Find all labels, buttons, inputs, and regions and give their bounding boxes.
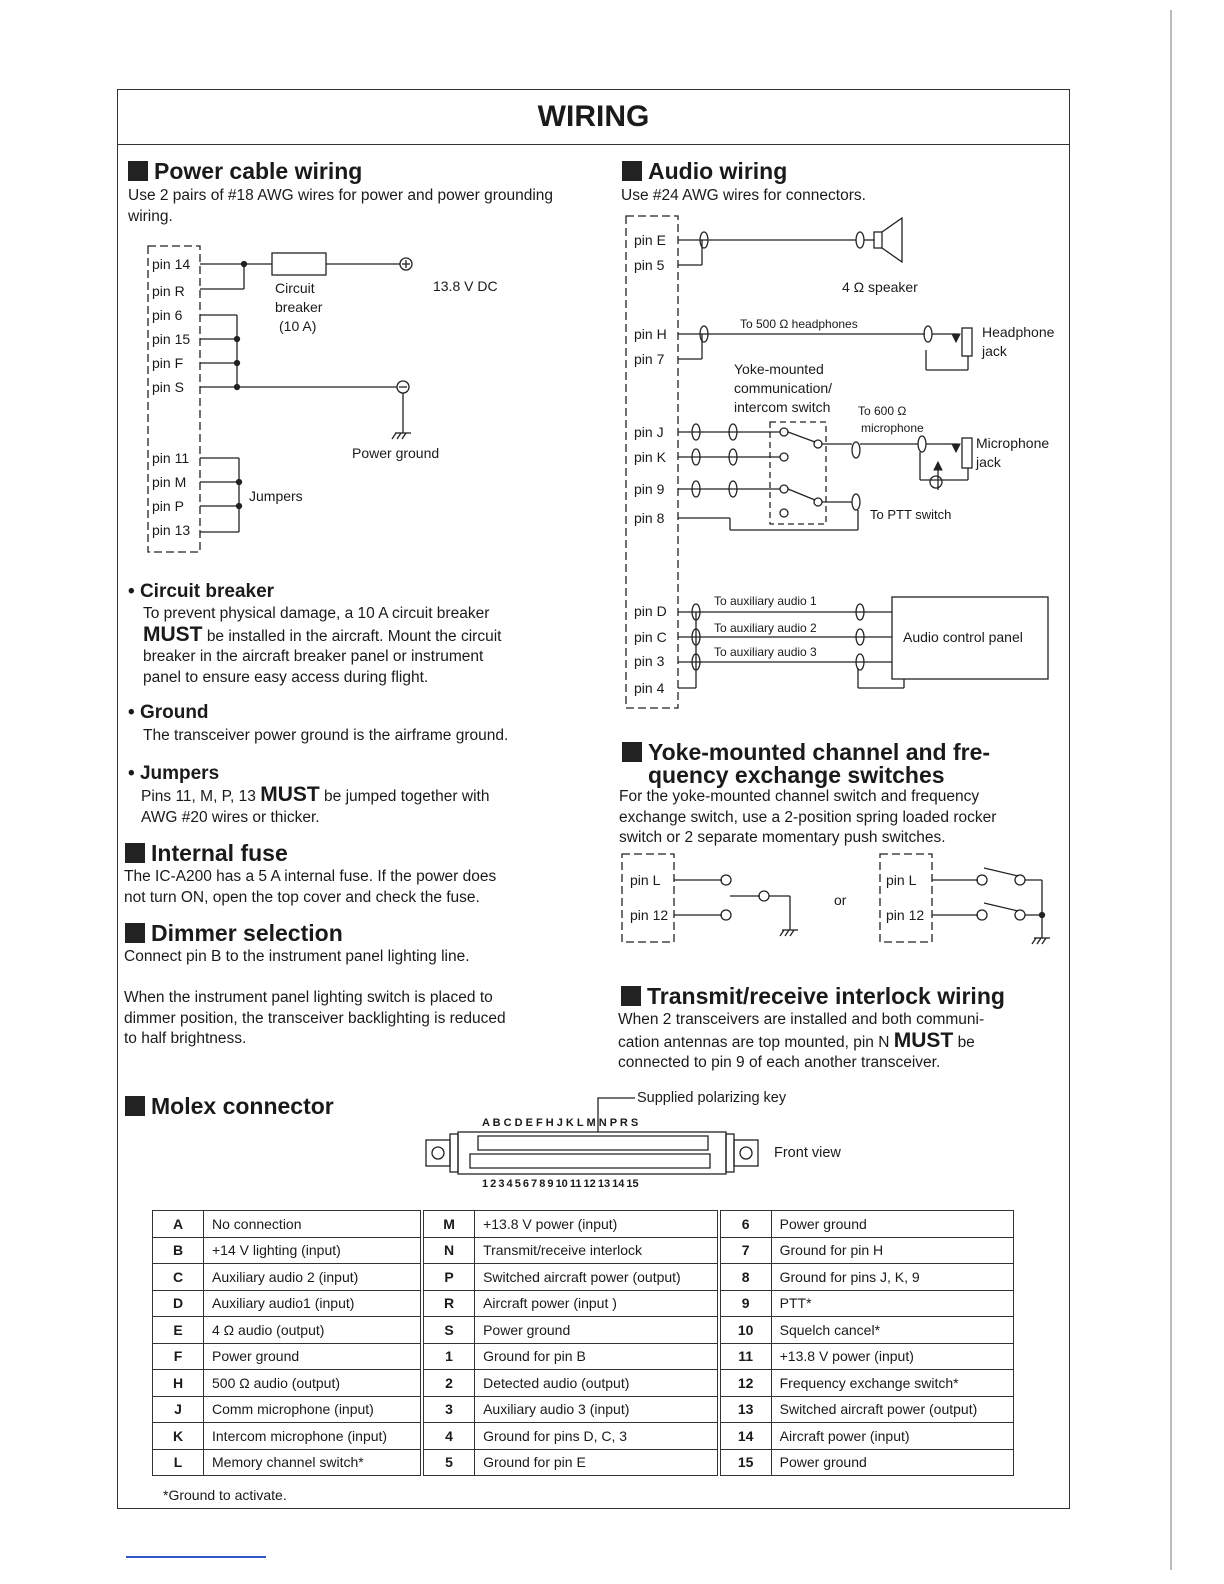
front-view-label: Front view [774,1145,841,1161]
pin-label: pin D [634,603,667,619]
pin-function-cell: 500 Ω audio (output) [204,1370,423,1397]
pin-function-cell: Power ground [475,1317,719,1344]
molex-pin-table [152,1210,1014,1476]
power-cable-diagram [140,240,498,560]
pin-function-cell: PTT* [771,1290,1013,1317]
pin-label: pin P [152,498,184,514]
dimmer-body: Connect pin B to the instrument panel lighting line. [124,948,470,965]
yoke-switch-label: intercom switch [734,399,831,415]
pin-label: pin R [152,283,185,299]
pin-label: pin 15 [152,331,191,347]
molex-connector-drawing [420,1092,770,1182]
bullet-square-icon [125,843,145,863]
jumpers-body: Pins 11, M, P, 13 MUST be jumped together with AWG #20 wires or thicker. [141,783,490,826]
power-ground-label: Power ground [352,445,440,461]
voltage-label: 13.8 V DC [433,278,498,294]
pin-label: pin 5 [634,257,665,273]
headphone-jack-label: jack [982,343,1007,359]
internal-fuse-heading: Internal fuse [125,840,288,867]
ground-body: The transceiver power ground is the airframe ground. [143,727,509,744]
pin-label: pin E [634,232,666,248]
pin-id-cell: F [153,1343,204,1370]
pin-label: pin L [630,872,661,888]
mic-label: microphone [861,421,924,435]
table-row [153,1396,1014,1423]
pin-id-cell: 2 [422,1370,475,1397]
molex-heading: Molex connector [125,1093,334,1120]
pin-id-cell: 5 [422,1449,475,1476]
pin-function-cell: Auxiliary audio1 (input) [204,1290,423,1317]
pin-label: pin 13 [152,522,191,538]
dimmer-body-2: When the instrument panel lighting switch is placed to dimmer position, the transceiver backlighting is reduced to half brightness. [124,989,506,1047]
pin-function-cell: Aircraft power (input) [771,1423,1013,1450]
dimmer-heading: Dimmer selection [125,920,343,947]
aux-label: To auxiliary audio 2 [714,621,817,635]
pin-function-cell: Aircraft power (input ) [475,1290,719,1317]
pin-label: pin 8 [634,510,665,526]
pin-id-cell: 7 [719,1237,772,1264]
table-row [153,1237,1014,1264]
pin-function-cell: Ground for pins J, K, 9 [771,1264,1013,1291]
pin-function-cell: Squelch cancel* [771,1317,1013,1344]
jumpers-heading: • Jumpers [128,763,220,784]
pin-label: pin K [634,449,666,465]
pin-label: pin S [152,379,184,395]
pin-id-cell: K [153,1423,204,1450]
table-row [153,1449,1014,1476]
pin-id-cell: R [422,1290,475,1317]
or-label: or [834,892,847,908]
audio-heading: Audio wiring [622,158,787,185]
cb-label: breaker [275,299,323,315]
pin-id-cell: 6 [719,1211,772,1238]
pin-function-cell: Auxiliary audio 3 (input) [475,1396,719,1423]
speaker-label: 4 Ω speaker [842,279,918,295]
yoke-body: For the yoke-mounted channel switch and frequency exchange switch, use a 2-position spring loaded rocker switch or 2 separate momentary push switches. [619,788,997,846]
mic-jack-label: jack [976,454,1001,470]
mic-label: To 600 Ω [858,404,907,418]
pin-id-cell: P [422,1264,475,1291]
headphone-jack-icon [962,328,972,356]
pin-label: pin H [634,326,667,342]
pin-function-cell: +14 V lighting (input) [204,1237,423,1264]
pin-function-cell: Ground for pin B [475,1343,719,1370]
pin-label: pin 6 [152,307,183,323]
pin-id-cell: B [153,1237,204,1264]
aux-label: To auxiliary audio 3 [714,645,817,659]
pin-function-cell: Ground for pin H [771,1237,1013,1264]
pin-id-cell: 4 [422,1423,475,1450]
pin-id-cell: 8 [719,1264,772,1291]
cb-label: Circuit [275,280,315,296]
pin-id-cell: 10 [719,1317,772,1344]
pin-function-cell: Power ground [204,1343,423,1370]
pin-function-cell: Ground for pins D, C, 3 [475,1423,719,1450]
pin-function-cell: +13.8 V power (input) [475,1211,719,1238]
yoke-heading: Yoke-mounted channel and fre- quency exchange switches [622,741,990,787]
power-cable-heading: Power cable wiring [128,158,362,185]
table-row [153,1370,1014,1397]
circuit-breaker-heading: • Circuit breaker [128,581,275,602]
pin-label: pin 12 [886,907,925,923]
bullet-square-icon [125,1096,145,1116]
pin-function-cell: Transmit/receive interlock [475,1237,719,1264]
pin-id-cell: 15 [719,1449,772,1476]
bullet-square-icon [622,161,642,181]
headphone-jack-label: Headphone [982,324,1055,340]
table-row [153,1423,1014,1450]
bullet-square-icon [128,161,148,181]
pin-id-cell: 12 [719,1370,772,1397]
page-title: WIRING [117,89,1070,145]
pin-id-cell: M [422,1211,475,1238]
pin-label: pin J [634,424,664,440]
pin-label: pin F [152,355,184,371]
jumpers-label: Jumpers [249,488,303,504]
headphones-label: To 500 Ω headphones [740,317,858,331]
yoke-switch-diagram [620,848,1060,948]
pin-id-cell: N [422,1237,475,1264]
bullet-square-icon [125,923,145,943]
pin-label: pin 9 [634,481,665,497]
pin-id-cell: E [153,1317,204,1344]
pin-id-cell: 14 [719,1423,772,1450]
pin-id-cell: A [153,1211,204,1238]
internal-fuse-body: The IC-A200 has a 5 A internal fuse. If the power does not turn ON, open the top cover and check the fuse. [124,868,497,906]
table-row [153,1343,1014,1370]
table-row [153,1264,1014,1291]
pin-id-cell: D [153,1290,204,1317]
speaker-icon [874,232,882,248]
molex-bottom-numbers: 1 2 3 4 5 6 7 8 9 10 11 12 13 14 15 [482,1178,639,1190]
pin-function-cell: Switched aircraft power (output) [771,1396,1013,1423]
pin-label: pin 11 [152,450,190,466]
pin-function-cell: Power ground [771,1211,1013,1238]
pin-id-cell: H [153,1370,204,1397]
pin-id-cell: 3 [422,1396,475,1423]
pin-label: pin 14 [152,256,191,272]
pin-function-cell: Switched aircraft power (output) [475,1264,719,1291]
table-row [153,1290,1014,1317]
pin-label: pin L [886,872,917,888]
pin-id-cell: C [153,1264,204,1291]
pin-label: pin 4 [634,680,665,696]
pin-function-cell: +13.8 V power (input) [771,1343,1013,1370]
pin-id-cell: L [153,1449,204,1476]
power-cable-body: Use 2 pairs of #18 AWG wires for power and power grounding wiring. [128,187,554,225]
interlock-body: When 2 transceivers are installed and both communi- cation antennas are top mounted, pin N MUST be connected to pin 9 of each another transceiver. [618,1011,985,1071]
ground-heading: • Ground [128,702,209,723]
pin-label: pin 7 [634,351,665,367]
pin-function-cell: Intercom microphone (input) [204,1423,423,1450]
ptt-label: To PTT switch [870,507,952,522]
bullet-square-icon [622,742,642,762]
cb-label: (10 A) [279,318,317,334]
pin-function-cell: 4 Ω audio (output) [204,1317,423,1344]
pin-label: pin 3 [634,653,665,669]
pin-function-cell: Detected audio (output) [475,1370,719,1397]
circuit-breaker-body: To prevent physical damage, a 10 A circuit breaker MUST be installed in the aircraft. Mount the circuit breaker in the aircraft breaker panel or instrument panel to ensure easy access during flight. [143,605,502,686]
table-row [153,1317,1014,1344]
bottom-rule [126,1556,266,1558]
pin-label: pin 12 [630,907,669,923]
interlock-heading: Transmit/receive interlock wiring [621,983,1005,1010]
pin-id-cell: 9 [719,1290,772,1317]
mic-jack-label: Microphone [976,435,1050,451]
yoke-switch-label: communication/ [734,380,833,396]
intercom-switch-box [770,422,826,524]
pin-label: pin C [634,629,667,645]
bullet-square-icon [621,986,641,1006]
pin-id-cell: S [422,1317,475,1344]
pin-id-cell: 11 [719,1343,772,1370]
yoke-switch-label: Yoke-mounted [734,361,824,377]
audio-control-panel-label: Audio control panel [903,629,1023,645]
pin-function-cell: Comm microphone (input) [204,1396,423,1423]
footnote: *Ground to activate. [163,1487,287,1503]
audio-wiring-diagram [620,210,1070,715]
microphone-jack-icon [962,438,972,468]
pin-function-cell: Memory channel switch* [204,1449,423,1476]
polarizing-key-label: Supplied polarizing key [637,1090,787,1106]
table-row [153,1211,1014,1238]
page-edge-shadow [1170,10,1172,1570]
pin-id-cell: 13 [719,1396,772,1423]
circuit-breaker-symbol [272,253,326,275]
pin-function-cell: Ground for pin E [475,1449,719,1476]
pin-function-cell: Power ground [771,1449,1013,1476]
aux-label: To auxiliary audio 1 [714,594,817,608]
pin-function-cell: Auxiliary audio 2 (input) [204,1264,423,1291]
pin-id-cell: J [153,1396,204,1423]
molex-top-letters: A B C D E F H J K L M N P R S [482,1117,639,1129]
pin-function-cell: Frequency exchange switch* [771,1370,1013,1397]
pin-function-cell: No connection [204,1211,423,1238]
pin-label: pin M [152,474,187,490]
pin-id-cell: 1 [422,1343,475,1370]
audio-body: Use #24 AWG wires for connectors. [621,187,866,204]
